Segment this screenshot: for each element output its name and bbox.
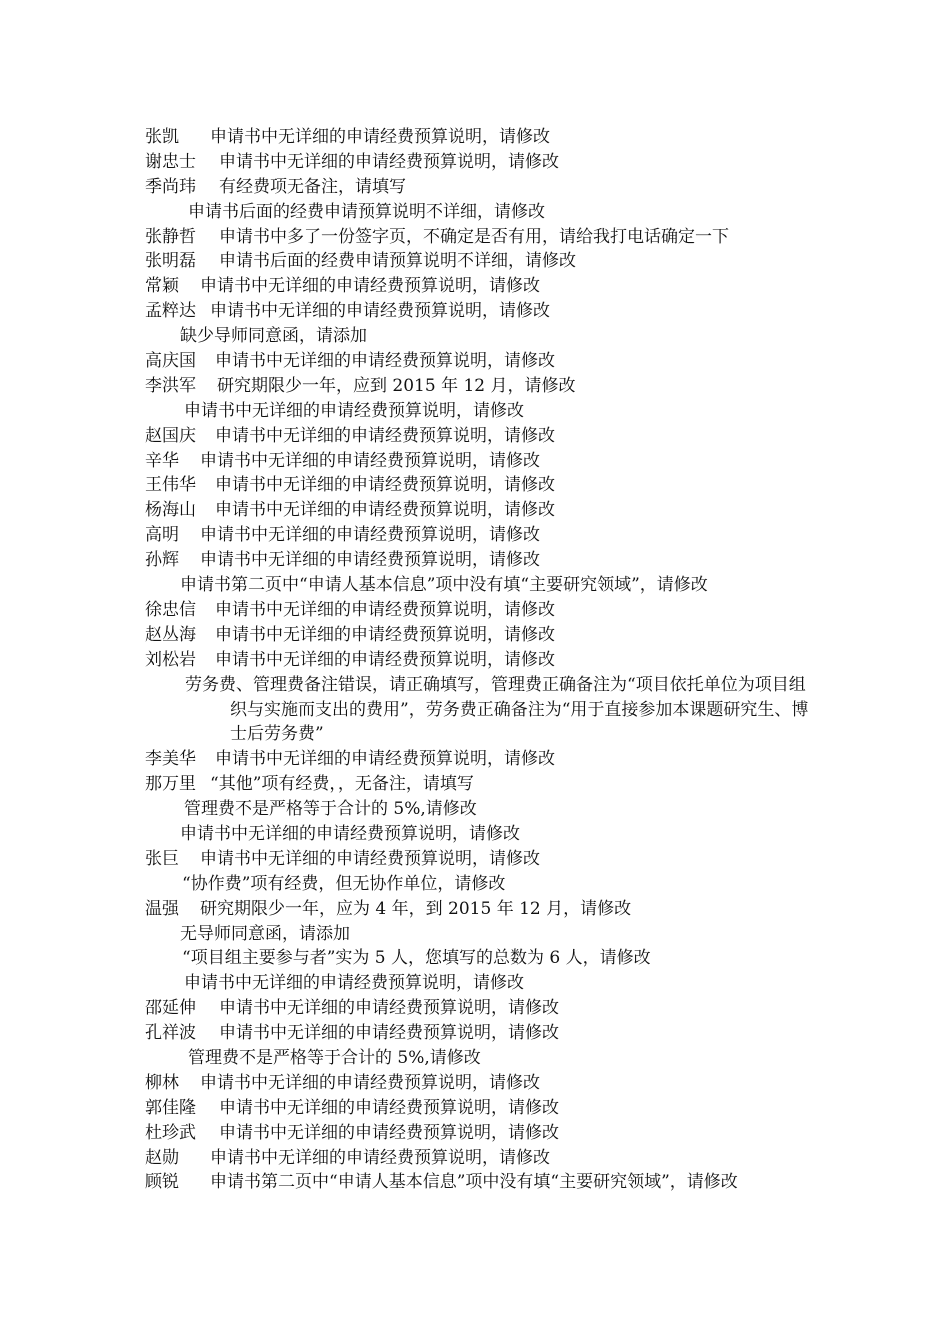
applicant-name: 谢忠士	[145, 151, 196, 172]
list-item	[145, 249, 815, 274]
list-item	[145, 1021, 815, 1046]
applicant-name: 赵丛海	[145, 624, 196, 645]
comment-text: 申请书中无详细的申请经费预算说明，请修改	[200, 276, 540, 297]
applicant-name: 郭佳隆	[145, 1097, 196, 1118]
applicant-name: 徐忠信	[145, 599, 196, 620]
comment-text: “项目组主要参与者”实为 5 人，您填写的总数为 6 人，请修改	[182, 948, 651, 969]
applicant-name: 辛华	[145, 450, 179, 471]
list-item	[145, 598, 815, 623]
applicant-name: 高庆国	[145, 351, 196, 372]
list-item	[145, 772, 815, 797]
comment-text: 申请书中无详细的申请经费预算说明，请修改	[219, 151, 559, 172]
comment-text: 申请书中无详细的申请经费预算说明，请修改	[215, 500, 555, 521]
list-item	[145, 1170, 815, 1195]
comment-text: “其他”项有经费，，无备注，请填写	[210, 774, 474, 795]
applicant-name: 温强	[145, 898, 179, 919]
list-item	[145, 1071, 815, 1096]
comment-text: 劳务费、管理费备注错误，请正确填写，管理费正确备注为“项目依托单位为项目组织与实施而支出的费用”，劳务费正确备注为“用于直接参加本课题研究生、博士后劳务费”	[185, 674, 809, 745]
comment-text: 申请书后面的经费申请预算说明不详细，请修改	[188, 201, 545, 222]
list-item	[145, 150, 815, 175]
applicant-name: 孟粹达	[145, 301, 196, 322]
applicant-name: 杜珍武	[145, 1122, 196, 1143]
comment-text: 申请书中无详细的申请经费预算说明，请修改	[200, 1072, 540, 1093]
list-item	[145, 1146, 815, 1171]
list-item	[145, 498, 815, 523]
applicant-name: 张巨	[145, 848, 179, 869]
list-item	[145, 922, 815, 947]
comment-text: 研究期限少一年，应为 4 年，到 2015 年 12 月，请修改	[200, 898, 632, 919]
applicant-name: 张静哲	[145, 226, 196, 247]
applicant-name: 王伟华	[145, 475, 196, 496]
comment-text: 申请书中无详细的申请经费预算说明，请修改	[219, 1097, 559, 1118]
comment-text: 申请书中无详细的申请经费预算说明，请修改	[210, 127, 550, 147]
applicant-name: 常颖	[145, 276, 179, 297]
comment-text: 申请书中无详细的申请经费预算说明，请修改	[184, 973, 524, 994]
comment-text: 申请书中无详细的申请经费预算说明，请修改	[200, 450, 540, 471]
comment-text: 有经费项无备注，请填写	[219, 176, 406, 197]
list-item	[145, 897, 815, 922]
list-item	[145, 523, 815, 548]
list-item	[145, 449, 815, 474]
comment-text: 申请书中无详细的申请经费预算说明，请修改	[219, 998, 559, 1019]
list-item	[145, 623, 815, 648]
applicant-name: 孔祥波	[145, 1023, 196, 1044]
list-item	[145, 996, 815, 1021]
applicant-name: 顾锐	[145, 1172, 179, 1193]
comment-text: 缺少导师同意函，请添加	[180, 326, 367, 347]
list-item	[145, 349, 815, 374]
list-item	[145, 175, 815, 200]
applicant-name: 季尚玮	[145, 176, 196, 197]
comment-text: 申请书中无详细的申请经费预算说明，请修改	[200, 525, 540, 546]
list-item	[145, 1121, 815, 1146]
applicant-name: 孙辉	[145, 550, 179, 571]
comment-text: 申请书后面的经费申请预算说明不详细，请修改	[219, 251, 576, 272]
comment-text: 申请书中无详细的申请经费预算说明，请修改	[210, 1147, 550, 1168]
applicant-name: 赵勋	[145, 1147, 179, 1168]
comment-text: 申请书中无详细的申请经费预算说明，请修改	[219, 1122, 559, 1143]
applicant-name: 杨海山	[145, 500, 196, 521]
applicant-name: 邵延伸	[145, 998, 196, 1019]
list-item	[145, 424, 815, 449]
comment-text: 申请书中无详细的申请经费预算说明，请修改	[200, 550, 540, 571]
list-item	[145, 1096, 815, 1121]
comment-text: 申请书第二页中“申请人基本信息”项中没有填“主要研究领域”，请修改	[180, 575, 708, 596]
applicant-name: 张凯	[145, 127, 179, 147]
comment-text: 申请书第二页中“申请人基本信息”项中没有填“主要研究领域”，请修改	[210, 1172, 738, 1193]
list-item	[145, 274, 815, 299]
list-item	[145, 847, 815, 872]
list-item	[145, 971, 815, 996]
comment-text: 申请书中无详细的申请经费预算说明，请修改	[210, 301, 550, 322]
comment-text: 申请书中无详细的申请经费预算说明，请修改	[200, 848, 540, 869]
applicant-name: 李洪军	[145, 375, 196, 396]
comment-text: “协作费”项有经费，但无协作单位，请修改	[182, 873, 506, 894]
list-item	[145, 548, 815, 573]
comment-text: 申请书中无详细的申请经费预算说明，请修改	[180, 823, 520, 844]
comment-text: 申请书中无详细的申请经费预算说明，请修改	[184, 400, 524, 421]
list-item	[145, 125, 815, 150]
list-item	[145, 648, 815, 673]
comment-text: 申请书中多了一份签字页，不确定是否有用，请给我打电话确定一下	[219, 226, 729, 247]
comment-text: 申请书中无详细的申请经费预算说明，请修改	[215, 649, 555, 670]
list-item	[145, 747, 815, 772]
list-item	[145, 399, 815, 424]
applicant-name: 高明	[145, 525, 179, 546]
applicant-name: 李美华	[145, 749, 196, 770]
applicant-name: 赵国庆	[145, 425, 196, 446]
list-item	[145, 573, 815, 598]
list-item	[145, 324, 815, 349]
applicant-name: 那万里	[145, 774, 196, 795]
comment-text: 管理费不是严格等于合计的 5%,请修改	[188, 1048, 481, 1068]
list-item	[145, 299, 815, 324]
list-item	[145, 946, 815, 971]
comment-text: 申请书中无详细的申请经费预算说明，请修改	[215, 425, 555, 446]
comment-text: 管理费不是严格等于合计的 5%,请修改	[184, 799, 477, 820]
list-item	[145, 1046, 815, 1071]
list-item	[145, 473, 815, 498]
comment-text: 申请书中无详细的申请经费预算说明，请修改	[215, 475, 555, 496]
comment-text: 申请书中无详细的申请经费预算说明，请修改	[215, 749, 555, 770]
list-item	[145, 225, 815, 250]
comment-text: 申请书中无详细的申请经费预算说明，请修改	[215, 351, 555, 372]
comment-text: 申请书中无详细的申请经费预算说明，请修改	[215, 624, 555, 645]
comment-text: 无导师同意函，请添加	[180, 923, 350, 944]
applicant-name: 张明磊	[145, 251, 196, 272]
comment-text: 研究期限少一年，应到 2015 年 12 月，请修改	[217, 375, 576, 396]
list-item	[145, 872, 815, 897]
comment-text: 申请书中无详细的申请经费预算说明，请修改	[219, 1023, 559, 1044]
list-item	[145, 673, 815, 748]
applicant-name: 刘松岩	[145, 649, 196, 670]
review-notes	[145, 125, 815, 1195]
list-item	[145, 797, 815, 822]
list-item	[145, 200, 815, 225]
applicant-name: 柳林	[145, 1072, 179, 1093]
comment-text: 申请书中无详细的申请经费预算说明，请修改	[215, 599, 555, 620]
list-item	[145, 822, 815, 847]
list-item	[145, 374, 815, 399]
